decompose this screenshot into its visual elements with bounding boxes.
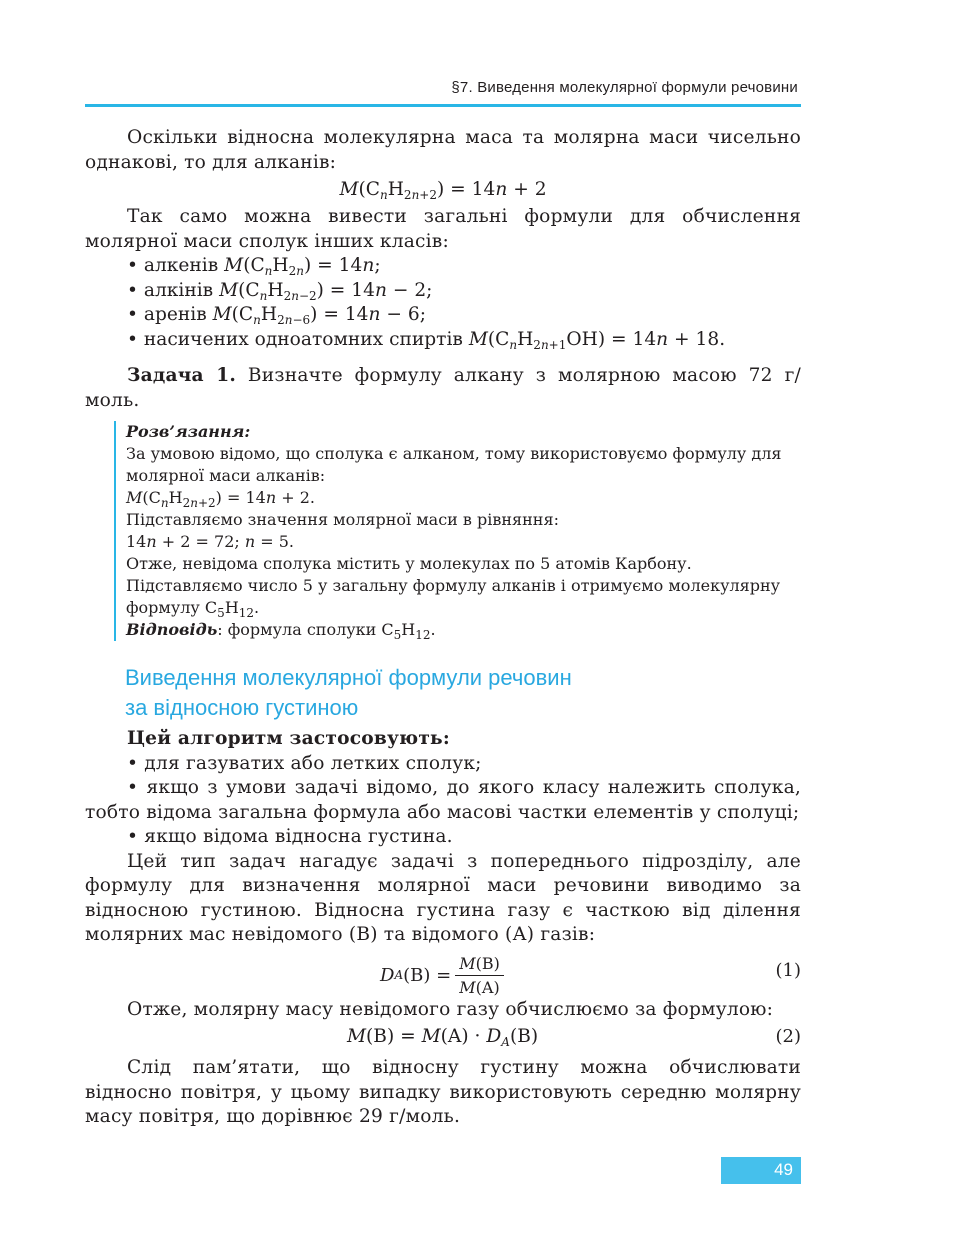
solution-heading: Розв’язання:	[126, 422, 251, 441]
equation-1: D A (B) = $\frac{M(B)}{M(A)}$ (1)	[380, 953, 801, 997]
solution-answer: Відповідь: формула сполуки $C_5H_{12}$.	[126, 620, 436, 643]
answer-text: : формула сполуки	[217, 620, 377, 639]
algorithm-bullet-1: • для газуватих або летких сполук;	[127, 752, 482, 774]
bullet-label: • аренів	[127, 304, 207, 325]
bullet-alcohols: • насичених одноатомних спиртів $M(C_nH_{2n+1}OH) = 14n + 18$.	[127, 328, 726, 352]
task-label: Задача 1.	[127, 365, 237, 386]
section-title-line-1: Виведення молекулярної формули речовин	[125, 665, 572, 690]
solution-line-3: Отже, невідома сполука містить у молекулах по 5 атомів Карбону. Підставляємо число 5 у загальну формулу алканів і отримуємо молекулярну формулу $C_5H_{12}$.	[126, 554, 781, 621]
intro-paragraph-1: Оскільки відносна молекулярна маса та молярна маси чисельно однакові, то для алканів:	[85, 127, 801, 173]
equation-2: $M(B) = M(A) \cdot D_A(B)$ (2)	[347, 1026, 801, 1050]
bullet-label: • насичених одноатомних спиртів	[127, 328, 463, 350]
density-paragraph: Цей тип задач нагадує задачі з попереднього підрозділу, але формулу для визначення молярної маси речовини виводимо за відносною густиною. Відносна густина газу є часткою від ділення молярних мас невідомого (В) та відомого (А) газів:	[85, 850, 801, 945]
intro-paragraph-2: Так само можна вивести загальні формули для обчислення молярної маси сполук інших класів:	[85, 206, 801, 252]
solution-block	[114, 421, 801, 641]
bullet-alkynes: • алкінів $M(C_nH_{2n-2}) = 14n - 2$;	[127, 279, 433, 303]
algorithm-heading: Цей алгоритм застосовують:	[127, 728, 450, 749]
bullet-label: • алкінів	[127, 279, 214, 301]
equation-1-number: (1)	[775, 959, 801, 981]
algorithm-bullet-2: • якщо з умови задачі відомо, до якого класу належить сполука, тобто відома загальна формула або масові частки елементів у сполуці;	[85, 777, 801, 823]
running-header: §7. Виведення молекулярної формули речовини	[451, 79, 798, 96]
algorithm-bullet-3: • якщо відома відносна густина.	[127, 826, 453, 847]
bullet-alkenes: • алкенів $M(C_nH_{2n}) = 14n$;	[127, 255, 381, 279]
bullet-label: • алкенів	[127, 255, 219, 276]
solution-formula-1: $M(C_nH_{2n+2}) = 14n + 2$.	[126, 488, 315, 511]
header-rule	[85, 104, 801, 107]
bullet-arenes: • аренів $M(C_nH_{2n-6}) = 14n - 6$;	[127, 304, 426, 328]
solution-line-1: За умовою відомо, що сполука є алканом, тому використовуємо формулу для молярної маси алканів:	[126, 444, 782, 485]
air-paragraph: Слід пам’ятати, що відносну густину можна обчислювати відносно повітря, у цьому випадку використовують середню молярну масу повітря, що дорівнює 29 г/моль.	[85, 1057, 801, 1127]
page-number-box	[721, 1157, 801, 1184]
section-title-line-2: за відносною густиною	[125, 695, 359, 720]
page-number: 49	[774, 1160, 793, 1179]
answer-label: Відповідь	[126, 620, 218, 639]
equation-2-number: (2)	[775, 1026, 801, 1047]
page-content	[85, 126, 801, 1130]
molar-mass-paragraph: Отже, молярну масу невідомого газу обчислюємо за формулою:	[127, 998, 774, 1020]
solution-formula-2: 14n + 2 = 72; n = 5.	[126, 532, 294, 551]
solution-line-2: Підставляємо значення молярної маси в рівняння:	[126, 510, 559, 529]
alkane-formula: $M(C_nH_{2n+2}) = 14n + 2$	[339, 179, 547, 203]
density-fraction: $\frac{M(B)}{M(A)}$	[455, 954, 504, 997]
task-text: Визначте формулу алкану з молярною масою 72 г/моль.	[85, 365, 801, 411]
task-statement	[85, 364, 801, 413]
section-title	[125, 663, 801, 723]
